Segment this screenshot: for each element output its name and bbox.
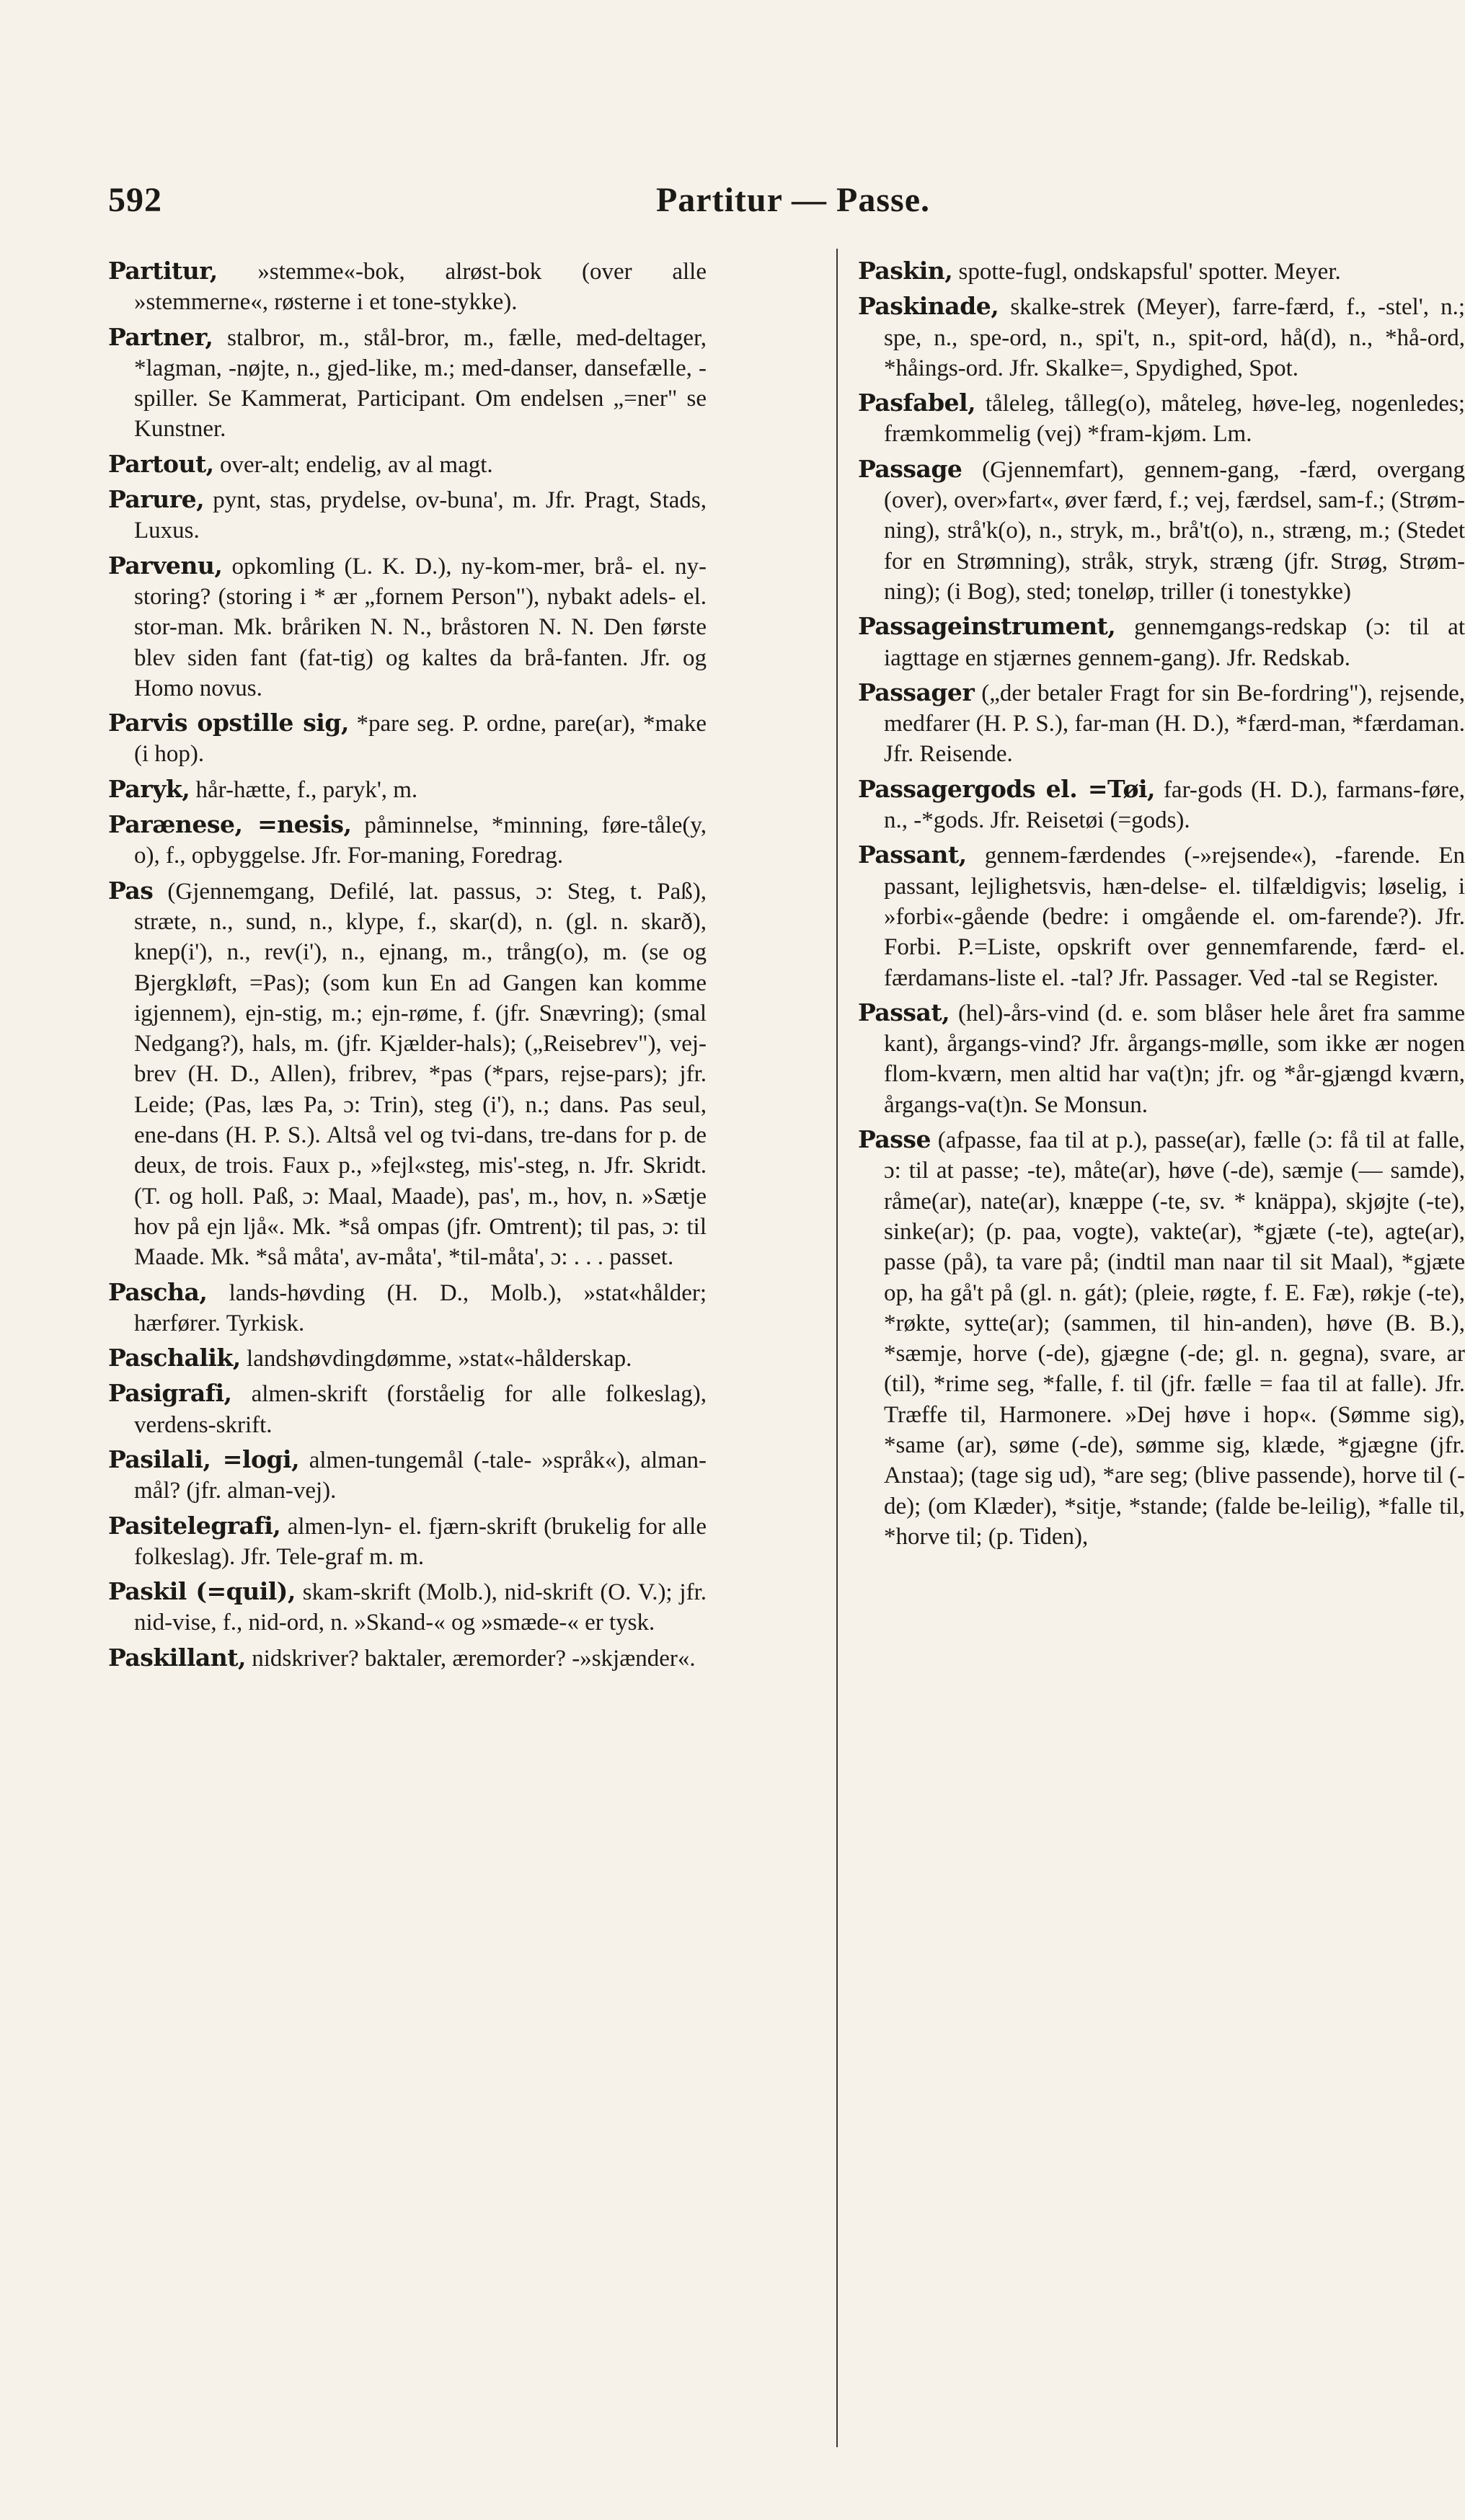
entry-definition: almen-lyn- el. fjærn-skrift (brukelig for alle folkeslag). Jfr. Tele-graf m. m. [134,1513,707,1570]
entry-definition: påminnelse, *minning, føre-tåle(y, o), f., opbyggelse. Jfr. For-maning, Foredrag. [134,812,707,869]
entry-definition: nidskriver? baktaler, æremorder? -»skjænder«. [252,1645,696,1672]
dictionary-entry [108,484,707,546]
dictionary-entry [108,1445,707,1507]
dictionary-entry [108,256,707,318]
entry-definition: spotte-fugl, ondskapsful' spotter. Meyer. [958,259,1341,285]
dictionary-entry [858,1124,1465,1552]
dictionary-entry [108,1511,707,1573]
dictionary-entry [108,1643,707,1674]
page-header [108,180,1363,231]
dictionary-entry [858,388,1465,450]
dictionary-entry [108,1378,707,1440]
entry-headword: Partitur, [108,257,218,285]
entry-headword: Passe [858,1125,931,1154]
entry-headword: Passage [858,454,962,483]
entry-headword: Parvenu, [108,551,223,580]
entry-definition: almen-skrift (forståelig for alle folkeslag), verdens-skrift. [134,1381,707,1438]
entry-headword: Partner, [108,322,213,351]
dictionary-entry [858,678,1465,770]
entry-headword: Passager [858,678,975,706]
entry-headword: Paskin, [858,257,953,285]
page-number: 592 [108,181,162,219]
entry-headword: Paskillant, [108,1643,246,1672]
entry-definition: hår-hætte, f., paryk', m. [195,776,418,803]
entry-headword: Pas [108,876,154,905]
entry-definition: tåleleg, tålleg(o), måteleg, høve-leg, nogenledes; fræmkommelig (vej) *fram-kjøm. Lm. [884,391,1465,448]
dictionary-entry [108,551,707,704]
left-column [108,256,707,1678]
entry-definition: gennemgangs-redskap (ɔ: til at iagttage en stjærnes gennem-gang). Jfr. Redskab. [884,614,1465,671]
entry-headword: Pasitelegrafi, [108,1511,281,1540]
entry-headword: Parænese, =nesis, [108,810,352,839]
entry-headword: Parure, [108,485,205,514]
entry-headword: Pasilali, =logi, [108,1445,300,1473]
entry-definition: opkomling (L. K. D.), ny-kom-mer, brå- el. ny-storing? (storing i * ær „fornem Person"), nybakt adels- el. stor-man. Mk. bråriken N. N., bråstoren N. N. Den første blev siden fant (fat-tig) og kaltes da brå-fanten. Jfr. og Homo novus. [134,553,707,701]
entry-headword: Paryk, [108,774,190,803]
entry-definition: *pare seg. P. ordne, pare(ar), *make (i hop). [134,711,707,768]
dictionary-entry [108,774,707,805]
entry-definition: (Gjennemgang, Defilé, lat. passus, ɔ: Steg, t. Paß), stræte, n., sund, n., klype, f., skar(d), n. (gl. n. skarð), knep(i'), n., rev(i'), n., ejnang, m., trång(o), m. (se og Bjergkløft, =Pas); (som kun En ad Gangen kan komme igjennem), ejn-stig, m.; ejn-røme, f. (jfr. Snævring); (smal Nedgang?), hals, m. (jfr. Kjælder-hals); („Reisebrev"), vej-brev (H. D., Allen), fribrev, *pas (*pars, rejse-pars); jfr. Leide; (Pas, læs Pa, ɔ: Trin), steg (i'), n.; dans. Pas seul, ene-dans (H. P. S.). Altså vel og tvi-dans, tre-dans for p. de deux, de trois. Faux p., »fejl«steg, mis'-steg, n. Jfr. Skridt. (T. og holl. Paß, ɔ: Maal, Maade), pas', m., hov, n. »Sætje hov på ejn ljå«. Mk. *så ompas (jfr. Omtrent); til pas, ɔ: til Maade. Mk. *så måta', av-måta', *til-måta', ɔ: . . . passet. [134,878,707,1271]
entry-headword: Passagergods el. =Tøi, [858,774,1156,803]
dictionary-entry [108,449,707,480]
entry-definition: far-gods (H. D.), farmans-føre, n., -*gods. Jfr. Reisetøi (=gods). [884,776,1465,834]
running-head: Partitur — Passe. [655,181,931,219]
column-divider [836,249,838,2447]
dictionary-entry [108,1576,707,1638]
entry-headword: Paskinade, [858,292,999,321]
entry-headword: Paschalik, [108,1344,241,1372]
entry-definition: gennem-færdendes (-»rejsende«), -farende. En passant, lejlighetsvis, hæn-delse- el. tilfældigvis; løselig, i »forbi«-gående (bedre: i omgående el. om-farende?). Jfr. Forbi. P.=Liste, opskrift over gennemfarende, færd- el. færdamans-liste el. -tal? Jfr. Passager. Ved -tal se Register. [884,843,1465,991]
entry-definition: over-alt; endelig, av al magt. [219,451,493,478]
dictionary-entry [858,291,1465,383]
dictionary-entry [858,998,1465,1120]
dictionary-entry [858,454,1465,607]
entry-headword: Passat, [858,998,950,1026]
dictionary-entry [858,256,1465,287]
entry-definition: »stemme«-bok, alrøst-bok (over alle »stemmerne«, røsterne i et tone-stykke). [134,259,707,316]
entry-definition: almen-tungemål (-tale- »språk«), alman-mål? (jfr. alman-vej). [134,1447,707,1504]
entry-headword: Pasigrafi, [108,1379,232,1408]
dictionary-entry [858,611,1465,673]
entry-definition: landshøvdingdømme, »stat«-hålderskap. [247,1346,632,1372]
entry-headword: Pasfabel, [858,389,976,417]
entry-headword: Partout, [108,449,214,478]
entry-definition: lands-høvding (H. D., Molb.), »stat«hålder; hærfører. Tyrkisk. [134,1279,707,1336]
entry-headword: Parvis opstille sig, [108,709,349,737]
entry-definition: pynt, stas, prydelse, ov-buna', m. Jfr. Pragt, Stads, Luxus. [134,487,707,544]
entry-headword: Paskil (=quil), [108,1577,296,1606]
entry-definition: skam-skrift (Molb.), nid-skrift (O. V.); jfr. nid-vise, f., nid-ord, n. »Skand-« og »smæde-« er tysk. [134,1579,707,1636]
dictionary-entry [858,774,1465,836]
dictionary-entry [858,840,1465,993]
entry-headword: Passageinstrument, [858,612,1116,641]
entry-definition: (hel)-års-vind (d. e. som blåser hele året fra samme kant), årgangs-vind? Jfr. årgangs-mølle, som ikke ær nogen flom-kværn, men altid har va(t)n; jfr. og *år-gjængd kværn, årgangs-va(t)n. Se Monsun. [884,1000,1465,1118]
dictionary-entry [108,809,707,871]
entry-definition: (afpasse, faa til at p.), passe(ar), fælle (ɔ: få til at falle, ɔ: til at passe; -te), måte(ar), høve (-de), sæmje (— samde), råme(ar), nate(ar), knæppe (-te, sv. * knäppa), skjøjte (-te), sinke(ar); (p. paa, vogte), vakte(ar), *gjæte (-te), agte(ar), passe (på), ta vare på; (indtil man naar til sit Maal), *gjæte op, ha gå't på (gl. n. gát); (pleie, røgte, f. E. Fæ), røkje (-te), *røkte, sytte(ar); (sammen, til hin-anden), høve (B. B.), *sæmje, horve (-de), gjægne (-de; gl. n. gegna), svare, ar (til), *rime seg, *falle, f. til (jfr. fælle = faa til at falle). Jfr. Træffe til, Harmonere. »Dej høve i hop«. (Sømme sig), *same (ar), søme (-de), sømme sig, klæde, *gjægne (jfr. Anstaa); (tage sig ud), *are seg; (blive passende), horve til (-de); (om Klæder), *sitje, *stande; (falde be-leilig), *falle til, *horve til; (p. Tiden), [884,1127,1465,1550]
dictionary-entry [108,1277,707,1339]
dictionary-entry [108,322,707,445]
right-column [858,256,1465,1556]
entry-definition: stalbror, m., stål-bror, m., fælle, med-deltager, *lagman, -nøjte, n., gjed-like, m.; med-danser, dansefælle, -spiller. Se Kammerat, Participant. Om endelsen „=ner" se Kunstner. [134,324,707,443]
dictionary-entry [108,708,707,770]
entry-definition: skalke-strek (Meyer), farre-færd, f., -stel', n.; spe, n., spe-ord, n., spi't, n., spit-ord, hå(d), n., *hå-ord, *håings-ord. Jfr. Skalke=, Spydighed, Spot. [884,294,1465,381]
entry-headword: Pascha, [108,1277,208,1306]
entry-definition: („der betaler Fragt for sin Be-fordring"), rejsende, medfarer (H. P. S.), far-man (H. D.), *færd-man, *færdaman. Jfr. Reisende. [884,680,1465,768]
entry-definition: (Gjennemfart), gennem-gang, -færd, overgang (over), over»fart«, øver færd, f.; vej, færdsel, sam-f.; (Strøm-ning), strå'k(o), n., stryk, m., brå't(o), n., stræng, m.; (Stedet for en Strømning), stråk, stryk, stræng (jfr. Strøg, Strøm-ning); (i Bog), sted; toneløp, triller (i tonestykke) [884,456,1465,605]
dictionary-entry [108,1343,707,1374]
entry-headword: Passant, [858,840,967,869]
dictionary-entry [108,876,707,1273]
